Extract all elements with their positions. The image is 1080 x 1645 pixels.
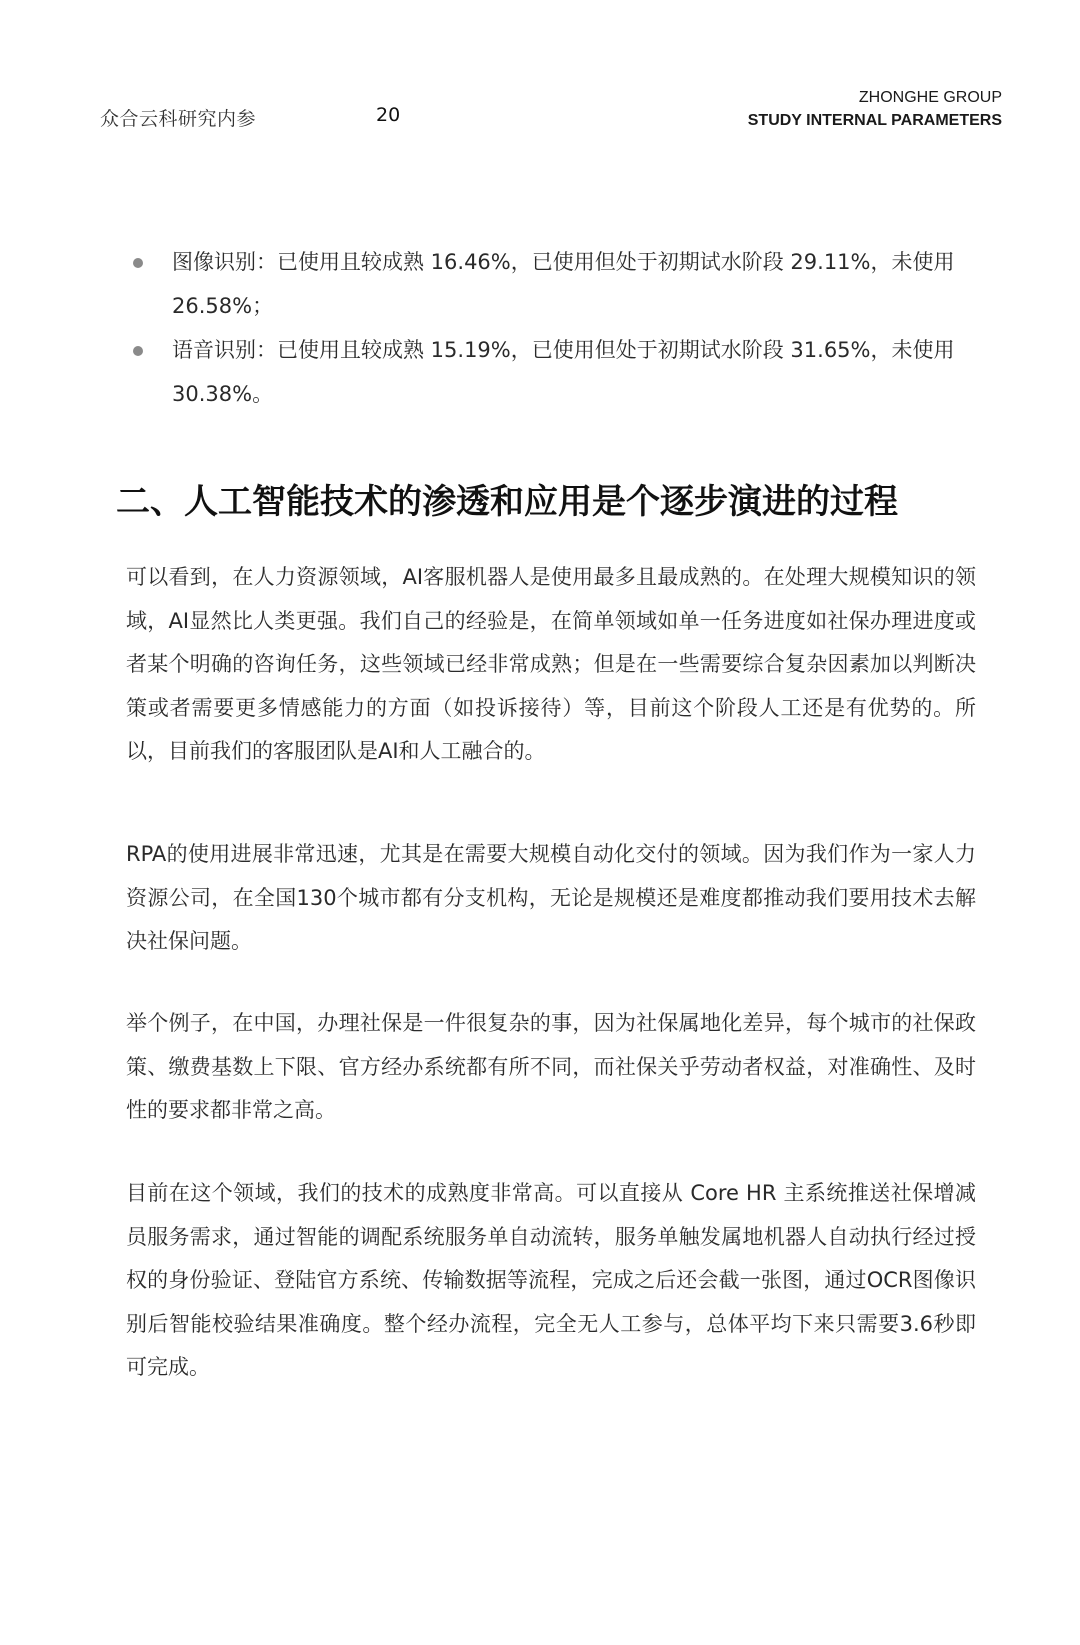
publication-title: 众合云科研究内参 [100,108,257,130]
brand-tagline: STUDY INTERNAL PARAMETERS [747,112,1002,129]
bullet-list [128,240,968,416]
paragraph: 可以看到，在人力资源领域，AI客服机器人是使用最多且最成熟的。在处理大规模知识的领域，AI显然比人类更强。我们自己的经验是，在简单领域如单一任务进度如社保办理进度或者某个明确的咨询任务，这些领域已经非常成熟；但是在一些需要综合复杂因素加以判断决策或者需要更多情感能力的方面（如投诉接待）等，目前这个阶段人工还是有优势的。所以，目前我们的客服团队是AI和人工融合的。 [126,565,976,763]
bullet-dot-icon [133,346,143,356]
page-number: 20 [376,104,401,126]
paragraph: 举个例子，在中国，办理社保是一件很复杂的事，因为社保属地化差异，每个城市的社保政策、缴费基数上下限、官方经办系统都有所不同，而社保关乎劳动者权益，对准确性、及时性的要求都非常之高。 [126,1011,976,1122]
paragraph: 目前在这个领域，我们的技术的成熟度非常高。可以直接从 Core HR 主系统推送社保增减员服务需求，通过智能的调配系统服务单自动流转，服务单触发属地机器人自动执行经过授权的身份验证、登陆官方系统、传输数据等流程，完成之后还会截一张图，通过OCR图像识别后智能校验结果准确度。整个经办流程，完全无人工参与，总体平均下来只需要3.6秒即可完成。 [126,1181,976,1379]
brand-name: ZHONGHE GROUP [858,89,1002,106]
list-item-text: 图像识别：已使用且较成熟 16.46%，已使用但处于初期试水阶段 29.11%，未使用 26.58%； [172,250,955,318]
bullet-dot-icon [133,258,143,268]
list-item-text: 语音识别：已使用且较成熟 15.19%，已使用但处于初期试水阶段 31.65%，未使用 30.38%。 [172,338,955,406]
list-item [128,328,968,416]
brand-block [748,86,1002,132]
list-item [128,240,968,328]
section-title: 二、人工智能技术的渗透和应用是个逐步演进的过程 [116,482,898,522]
paragraph: RPA的使用进展非常迅速，尤其是在需要大规模自动化交付的领域。因为我们作为一家人力资源公司，在全国130个城市都有分支机构，无论是规模还是难度都推动我们要用技术去解决社保问题。 [126,842,976,953]
page-header [0,0,1080,140]
